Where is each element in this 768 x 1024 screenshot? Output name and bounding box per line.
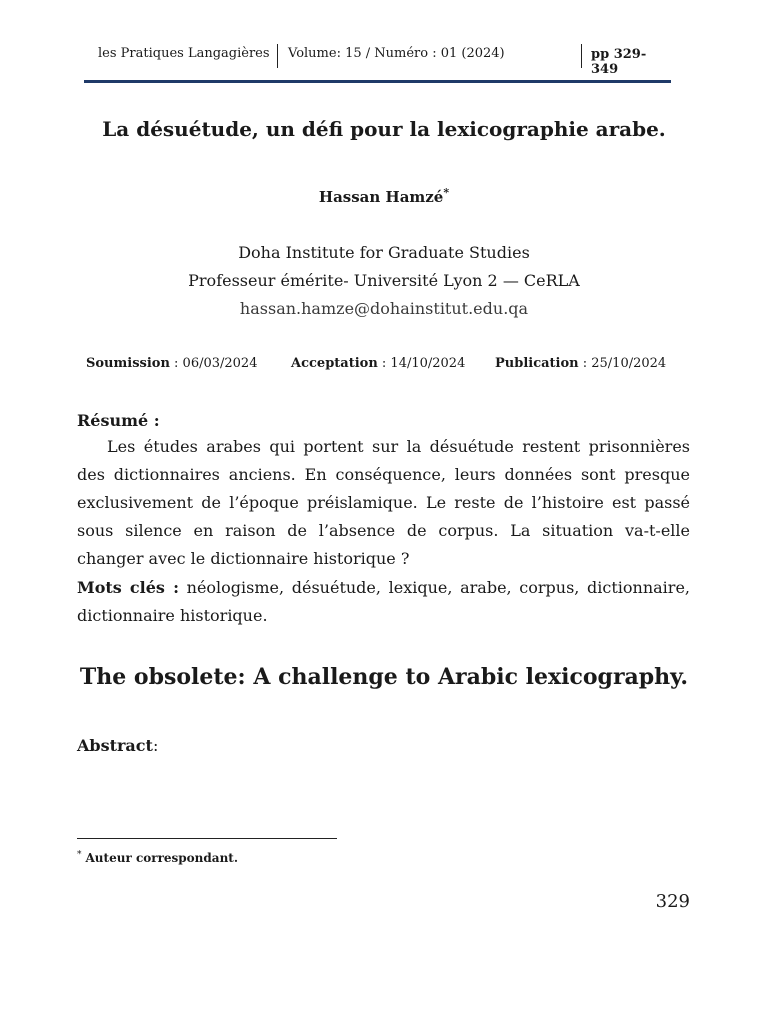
footnote-mark: * [77, 850, 82, 860]
article-title-en: The obsolete: A challenge to Arabic lexicography. [79, 664, 689, 690]
keywords [77, 574, 690, 630]
article-title-fr: La désuétude, un défi pour la lexicographie arabe. [102, 117, 666, 141]
header-separator [277, 44, 278, 68]
footnote-rule [77, 838, 337, 839]
acceptance-date: Acceptation : 14/10/2024 [291, 356, 466, 371]
keywords-list: néologisme, désuétude, lexique, arabe, corpus, dictionnaire, dictionnaire historique. [77, 578, 690, 625]
footnote [77, 850, 238, 865]
resume-body: Les études arabes qui portent sur la désuétude restent prisonnières des dictionnaires anciens. En conséquence, leurs données sont presque exclusivement de l’époque préislamique. Le reste de l’histoire est passé sous silence en raison de l’absence de corpus. La situation va-t-elle changer avec le dictionnaire historique ? [77, 437, 690, 568]
volume-issue: Volume: 15 / Numéro : 01 (2024) [288, 46, 505, 61]
affiliation-institution: Doha Institute for Graduate Studies [238, 243, 530, 262]
journal-name: les Pratiques Langagières [98, 46, 270, 61]
running-header [84, 44, 671, 77]
author-email[interactable]: hassan.hamze@dohainstitut.edu.qa [239, 299, 529, 318]
submission-date: Soumission : 06/03/2024 [86, 356, 258, 371]
page-number: 329 [655, 891, 690, 912]
abstract-heading: Abstract: [77, 736, 159, 755]
header-rule [84, 80, 671, 83]
publication-date: Publication : 25/10/2024 [495, 356, 667, 371]
footnote-text: Auteur correspondant. [85, 851, 239, 865]
page-range: pp 329- 349 [591, 47, 647, 77]
author [0, 186, 768, 206]
affiliation-position: Professeur émérite- Université Lyon 2 — CeRLA [188, 271, 580, 290]
keywords-label: Mots clés : [77, 578, 179, 597]
header-separator [581, 44, 582, 68]
resume-heading: Résumé : [77, 411, 160, 430]
author-footnote-mark: * [443, 186, 450, 199]
author-name: Hassan Hamzé [318, 188, 444, 206]
